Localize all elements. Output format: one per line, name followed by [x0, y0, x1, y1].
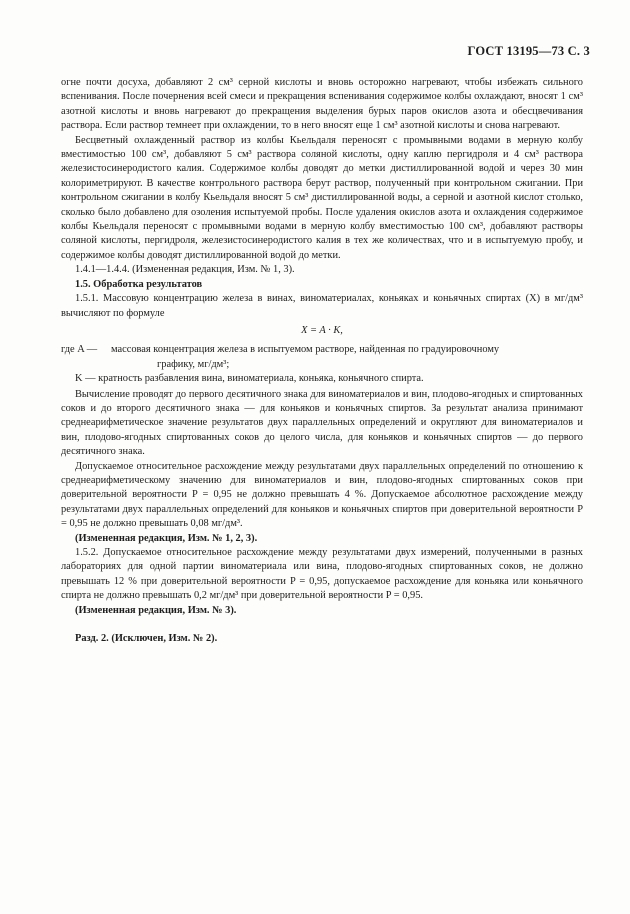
paragraph-rounding: Вычисление проводят до первого десятичного знака для виноматериалов и вин, плодово-ягодных и спиртованных соков и до второго десятичного знака — для коньяков и коньячных спиртов. За результат анализа принимают среднеарифметическое значение результатов двух параллельных определений и округляют для виноматериалов и вин, плодово-ягодных спиртованных соков до целого числа, для коньяков и коньячных спиртов — до первого десятичного знака. [61, 388, 583, 458]
paragraph-colorimetry: Бесцветный охлажденный раствор из колбы Кьельдаля переносят с промывными водами в мерную колбу вместимостью 100 см³, добавляют 5 см³ раствора соляной кислоты, одну каплю пергидроля и 4 см³ раствора железистосинеродистого калия. Содержимое колбы доводят до метки дистиллированной водой и через 30 мин колориметрируют. В качестве контрольного раствора берут раствор, полученный при контрольном сжигании. При контрольном сжигании в колбу Кьельдаля вносят 5 см³ дистиллированной воды, а серной и азотной кислот столько, сколько было добавлено для озоления испытуемой пробы. После удаления окислов азота и охлаждения содержимое колбы Кьельдаля переносят с промывными водами в мерную колбу вместимостью 100 см³, добавляют растворы соляной кислоты, пергидроля, железистосинеродистого калия в тех же количествах, что и в испытуемую пробу, и содержимое колбы доводят дистиллированной водой до метки. [61, 134, 583, 261]
where-label: где A — [61, 344, 98, 356]
amendment-note-3: (Измененная редакция, Изм. № 3). [75, 604, 237, 616]
document-body [61, 76, 583, 646]
formula: X = A · K, [301, 324, 343, 336]
definition-a: массовая концентрация железа в испытуемом растворе, найденная по градуировочному [111, 344, 500, 356]
page-header: ГОСТ 13195—73 С. 3 [467, 44, 590, 58]
section-2-note: Разд. 2. (Исключен, Изм. № 2). [75, 633, 218, 645]
paragraph-ashing: огне почти досуха, добавляют 2 см³ серной кислоты и вновь осторожно нагревают, чтобы избежать сильного вспенивания. После почернения всей смеси и прекращения вспенивания содержимое колбы охлаждают, вносят 1 см³ азотной кислоты и вновь нагревают до прекращения выделения бурых паров окислов азота и обесцвечивания раствора. Если раствор темнеет при охлаждении, то в него вносят еще 1 см³ азотной кислоты и снова нагревают. [61, 77, 583, 132]
section-heading-results: 1.5. Обработка результатов [75, 278, 203, 290]
amendment-note-1: 1.4.1—1.4.4. (Измененная редакция, Изм. № 1, 3). [75, 264, 295, 276]
paragraph-1-5-1: 1.5.1. Массовую концентрацию железа в винах, виноматериалах, коньяках и коньячных спиртах (X) в мг/дм³ вычисляют по формуле [61, 293, 583, 319]
amendment-note-2: (Измененная редакция, Изм. № 1, 2, 3). [75, 532, 258, 544]
paragraph-tolerance: Допускаемое относительное расхождение между результатами двух параллельных определений по отношению к среднеарифметическому значению для виноматериалов и вин, плодово-ягодных спиртованных соков при доверительной вероятности P = 0,95 не должно превышать 4 %. Допускаемое абсолютное расхождение между результатами двух параллельных определений для коньяков и коньячных спиртов при доверительной вероятности P = 0,95 не должно превышать 0,08 мг/дм³. [61, 460, 583, 530]
formula-legend-a [61, 343, 583, 372]
definition-a-cont: графику, мг/дм³; [157, 358, 230, 370]
paragraph-1-5-2: 1.5.2. Допускаемое относительное расхождение между результатами двух измерений, полученными в разных лабораториях для одной партии виноматериала или вина, плодово-ягодных спиртованных соков, не должно превышать 12 % при доверительной вероятности P = 0,95, допускаемое расхождение для коньяка или коньячного спирта не должно превышать 0,2 мг/дм³ при доверительной вероятности P = 0,95. [61, 547, 583, 602]
definition-k: K — кратность разбавления вина, виноматериала, коньяка, коньячного спирта. [75, 373, 424, 385]
